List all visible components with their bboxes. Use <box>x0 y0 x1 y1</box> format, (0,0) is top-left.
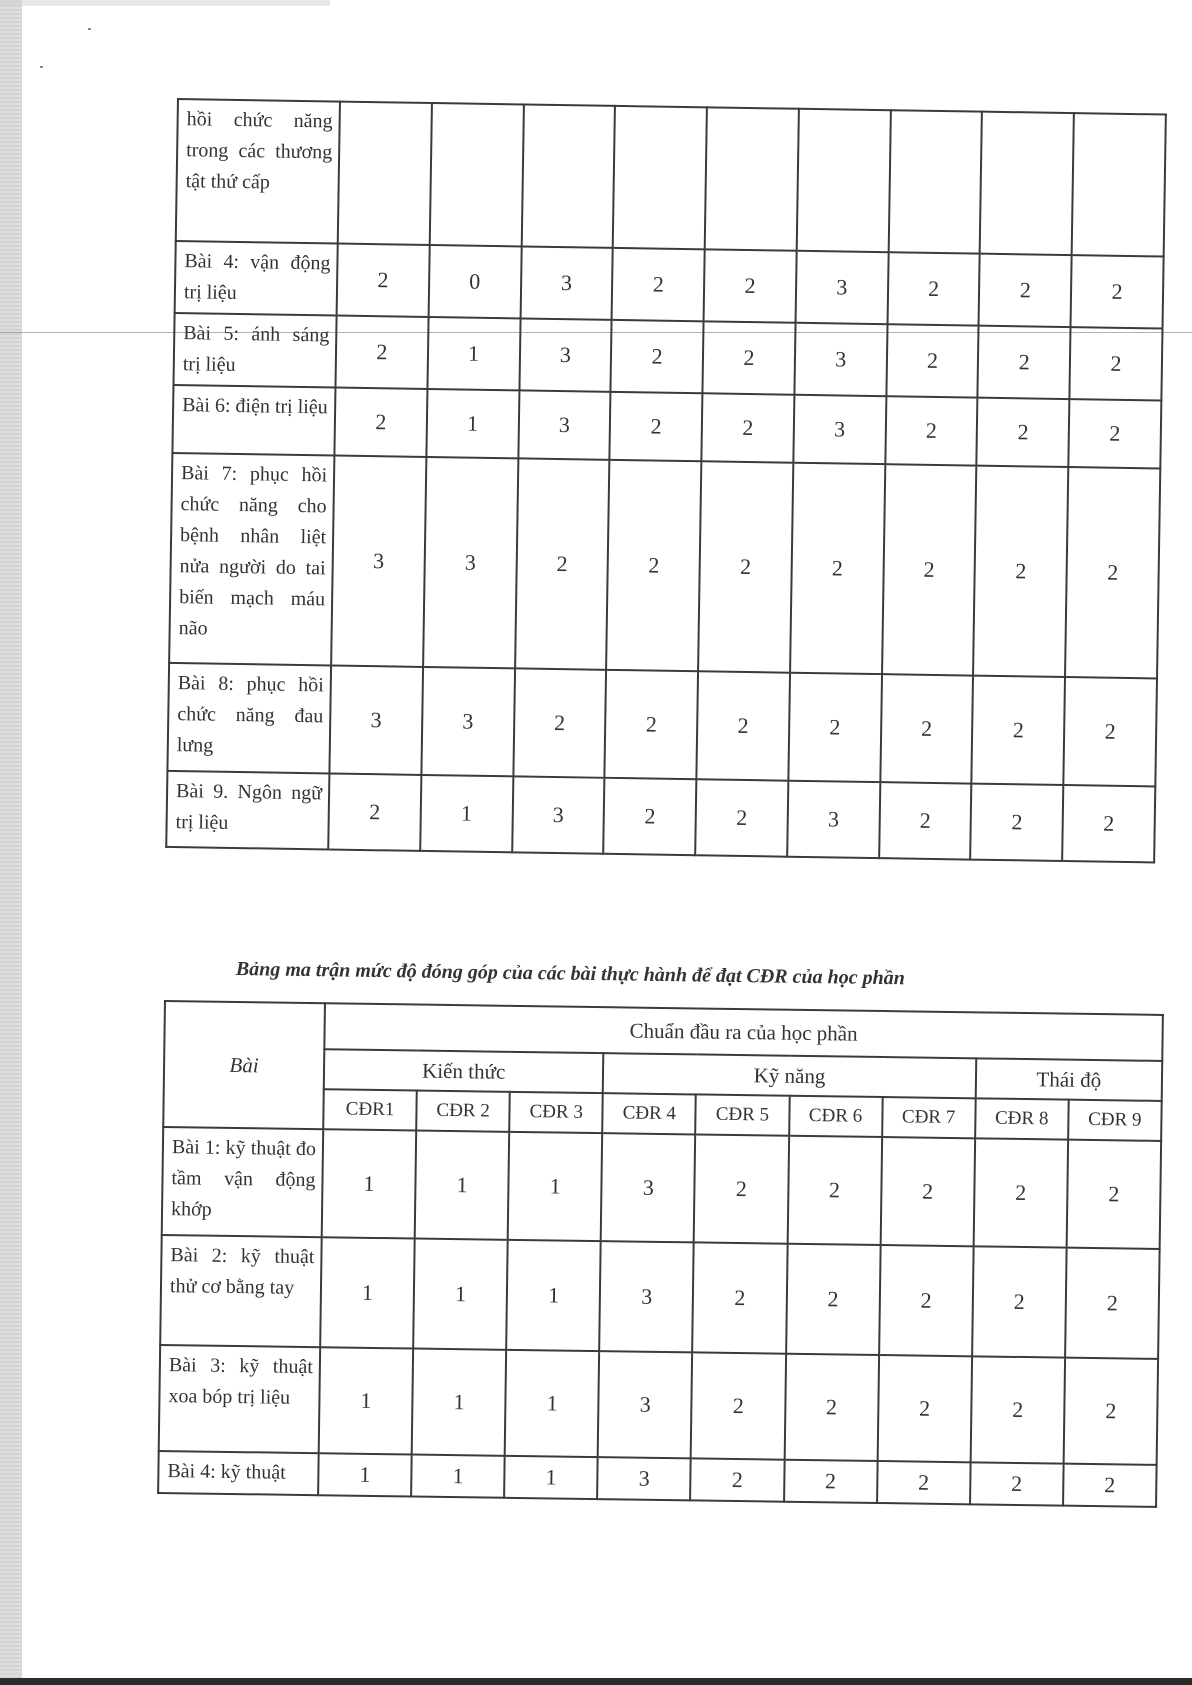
header-cdr-6: CĐR 6 <box>789 1096 883 1137</box>
score-cell: 1 <box>322 1129 417 1238</box>
contribution-table-continued <box>165 98 1167 863</box>
score-cell: 1 <box>320 1237 415 1348</box>
score-cell: 2 <box>973 1138 1068 1247</box>
score-cell: 2 <box>786 1244 881 1355</box>
score-cell: 3 <box>793 395 886 464</box>
lesson-name-cell: Bài 4: kỹ thuật <box>158 1451 319 1495</box>
header-group-attitude: Thái độ <box>975 1058 1162 1101</box>
score-cell: 2 <box>334 388 427 457</box>
table-caption: Bảng ma trận mức độ đóng góp của các bài thực hành để đạt CĐR của học phần <box>235 958 905 990</box>
score-cell: 2 <box>696 671 789 780</box>
lesson-name-cell: Bài 5: ánh sáng trị liệu <box>173 313 336 388</box>
header-cdr-8: CĐR 8 <box>975 1098 1069 1139</box>
score-cell: 2 <box>1062 785 1155 862</box>
score-cell: 1 <box>415 1131 510 1240</box>
score-cell: 1 <box>318 1453 412 1496</box>
lesson-name-cell: Bài 4: vận động trị liệu <box>175 241 338 316</box>
score-cell: 3 <box>598 1351 693 1458</box>
score-cell: 0 <box>428 245 521 318</box>
score-cell: 2 <box>513 668 606 777</box>
score-cell: 2 <box>879 782 972 859</box>
score-cell: 2 <box>1063 677 1157 786</box>
score-cell: 2 <box>691 1458 785 1501</box>
score-cell: 2 <box>1070 327 1163 400</box>
score-cell: 2 <box>1063 1358 1158 1465</box>
score-cell: 2 <box>605 670 698 779</box>
score-cell: 3 <box>794 323 887 396</box>
lesson-name-cell: Bài 7: phục hồi chức năng cho bệnh nhân liệt nửa người do tai biến mạch máu não <box>169 453 334 666</box>
score-cell: 2 <box>970 784 1063 861</box>
score-cell: 2 <box>877 1461 971 1504</box>
score-cell: 2 <box>337 244 430 317</box>
score-cell: 2 <box>880 1137 975 1246</box>
score-cell: 2 <box>704 249 797 322</box>
score-cell <box>338 102 432 245</box>
score-cell: 2 <box>972 676 1065 785</box>
score-cell: 3 <box>795 251 888 324</box>
score-cell <box>888 110 982 253</box>
score-cell: 2 <box>1068 399 1161 468</box>
score-cell: 2 <box>335 316 428 389</box>
table-row <box>167 663 1157 787</box>
score-cell: 2 <box>695 779 788 856</box>
table-header <box>163 1001 1163 1141</box>
table-body <box>166 99 1166 862</box>
score-cell: 1 <box>413 1239 508 1350</box>
score-cell: 2 <box>880 674 973 783</box>
score-cell <box>429 103 523 246</box>
header-cdr-1: CĐR1 <box>323 1089 417 1130</box>
score-cell: 2 <box>887 252 980 325</box>
score-cell: 3 <box>519 318 612 391</box>
score-cell: 2 <box>970 1356 1065 1463</box>
header-bai: Bài <box>163 1001 325 1129</box>
score-cell <box>797 109 891 252</box>
lesson-name-cell: Bài 8: phục hồi chức năng đau lưng <box>167 663 331 774</box>
score-cell: 2 <box>693 1242 788 1353</box>
header-cdr-2: CĐR 2 <box>416 1091 510 1132</box>
score-cell: 1 <box>504 1456 598 1499</box>
score-cell: 2 <box>882 464 977 675</box>
score-cell: 2 <box>701 393 794 462</box>
score-cell: 2 <box>612 248 705 321</box>
scan-bottom-edge <box>0 1678 1192 1685</box>
table-row <box>166 771 1155 863</box>
score-cell: 1 <box>420 775 513 852</box>
score-cell <box>980 112 1074 255</box>
header-group-skills: Kỹ năng <box>603 1053 976 1098</box>
score-cell <box>521 104 615 247</box>
score-cell: 2 <box>979 254 1072 327</box>
lesson-name-cell: hồi chức năng trong các thương tật thứ cấp <box>176 99 340 244</box>
lesson-name-cell: Bài 2: kỹ thuật thử cơ bằng tay <box>160 1235 322 1347</box>
score-cell: 1 <box>426 389 519 458</box>
score-cell: 2 <box>694 1134 789 1243</box>
score-cell: 2 <box>1063 1464 1157 1507</box>
score-cell: 3 <box>520 246 613 319</box>
score-cell: 2 <box>691 1352 786 1459</box>
score-cell: 3 <box>601 1133 696 1242</box>
header-cdr-5: CĐR 5 <box>696 1094 790 1135</box>
score-cell: 3 <box>599 1241 694 1352</box>
score-cell: 2 <box>879 1245 974 1356</box>
score-cell: 3 <box>329 665 422 774</box>
score-cell: 2 <box>788 673 881 782</box>
score-cell: 2 <box>977 398 1070 467</box>
score-cell <box>613 106 707 249</box>
table-body <box>158 1127 1161 1507</box>
score-cell: 2 <box>973 466 1068 677</box>
header-cdr-7: CĐR 7 <box>882 1097 976 1138</box>
table-row <box>169 453 1160 678</box>
score-cell: 2 <box>1067 1140 1162 1249</box>
score-cell: 2 <box>702 321 795 394</box>
score-cell: 3 <box>512 776 605 853</box>
score-cell: 2 <box>978 326 1071 399</box>
score-cell: 2 <box>784 1354 879 1461</box>
score-cell: 2 <box>885 396 978 465</box>
score-cell: 2 <box>603 778 696 855</box>
score-cell: 2 <box>886 324 979 397</box>
table-row <box>162 1127 1161 1249</box>
score-cell: 2 <box>1071 255 1164 328</box>
score-cell: 2 <box>328 773 421 850</box>
lesson-name-cell: Bài 6: điện trị liệu <box>172 385 335 456</box>
lesson-name-cell: Bài 3: kỹ thuật xoa bóp trị liệu <box>159 1345 320 1453</box>
score-cell: 3 <box>787 781 880 858</box>
score-cell: 2 <box>970 1462 1064 1505</box>
score-cell: 3 <box>423 457 518 668</box>
score-cell: 2 <box>784 1460 878 1503</box>
table-row <box>159 1345 1158 1465</box>
scan-speck <box>88 28 91 30</box>
score-cell: 3 <box>331 456 426 667</box>
header-learning-outcomes: Chuẩn đầu ra của học phần <box>324 1003 1163 1061</box>
header-group-knowledge: Kiến thức <box>324 1049 604 1093</box>
score-cell: 2 <box>1065 1248 1160 1359</box>
scan-noise <box>0 0 330 6</box>
score-cell: 1 <box>505 1350 600 1457</box>
score-cell: 2 <box>698 461 793 672</box>
score-cell: 1 <box>508 1132 603 1241</box>
score-cell: 1 <box>411 1455 505 1498</box>
table-row <box>160 1235 1159 1359</box>
score-cell: 2 <box>972 1246 1067 1357</box>
score-cell: 3 <box>597 1457 691 1500</box>
score-cell: 2 <box>790 463 885 674</box>
score-cell: 3 <box>421 667 514 776</box>
score-cell: 1 <box>506 1240 601 1351</box>
contribution-matrix-table <box>157 1000 1164 1508</box>
score-cell: 2 <box>877 1355 972 1462</box>
header-cdr-3: CĐR 3 <box>509 1092 603 1133</box>
lesson-name-cell: Bài 1: kỹ thuật đo tầm vận động khớp <box>162 1127 323 1237</box>
score-cell: 2 <box>610 392 703 461</box>
score-cell: 1 <box>319 1347 414 1454</box>
scan-edge <box>0 0 22 1685</box>
header-cdr-4: CĐR 4 <box>603 1093 697 1134</box>
score-cell: 2 <box>515 458 610 669</box>
score-cell: 2 <box>606 460 701 671</box>
score-cell: 3 <box>518 390 611 459</box>
score-cell <box>705 107 799 250</box>
score-cell <box>1072 113 1166 256</box>
score-cell: 2 <box>1065 467 1160 678</box>
score-cell: 2 <box>611 320 704 393</box>
score-cell: 1 <box>412 1349 507 1456</box>
header-cdr-9: CĐR 9 <box>1068 1100 1162 1141</box>
score-cell: 2 <box>787 1136 882 1245</box>
scan-speck <box>40 66 43 68</box>
table-row <box>176 99 1166 257</box>
score-cell: 1 <box>427 317 520 390</box>
lesson-name-cell: Bài 9. Ngôn ngữ trị liệu <box>166 771 329 850</box>
